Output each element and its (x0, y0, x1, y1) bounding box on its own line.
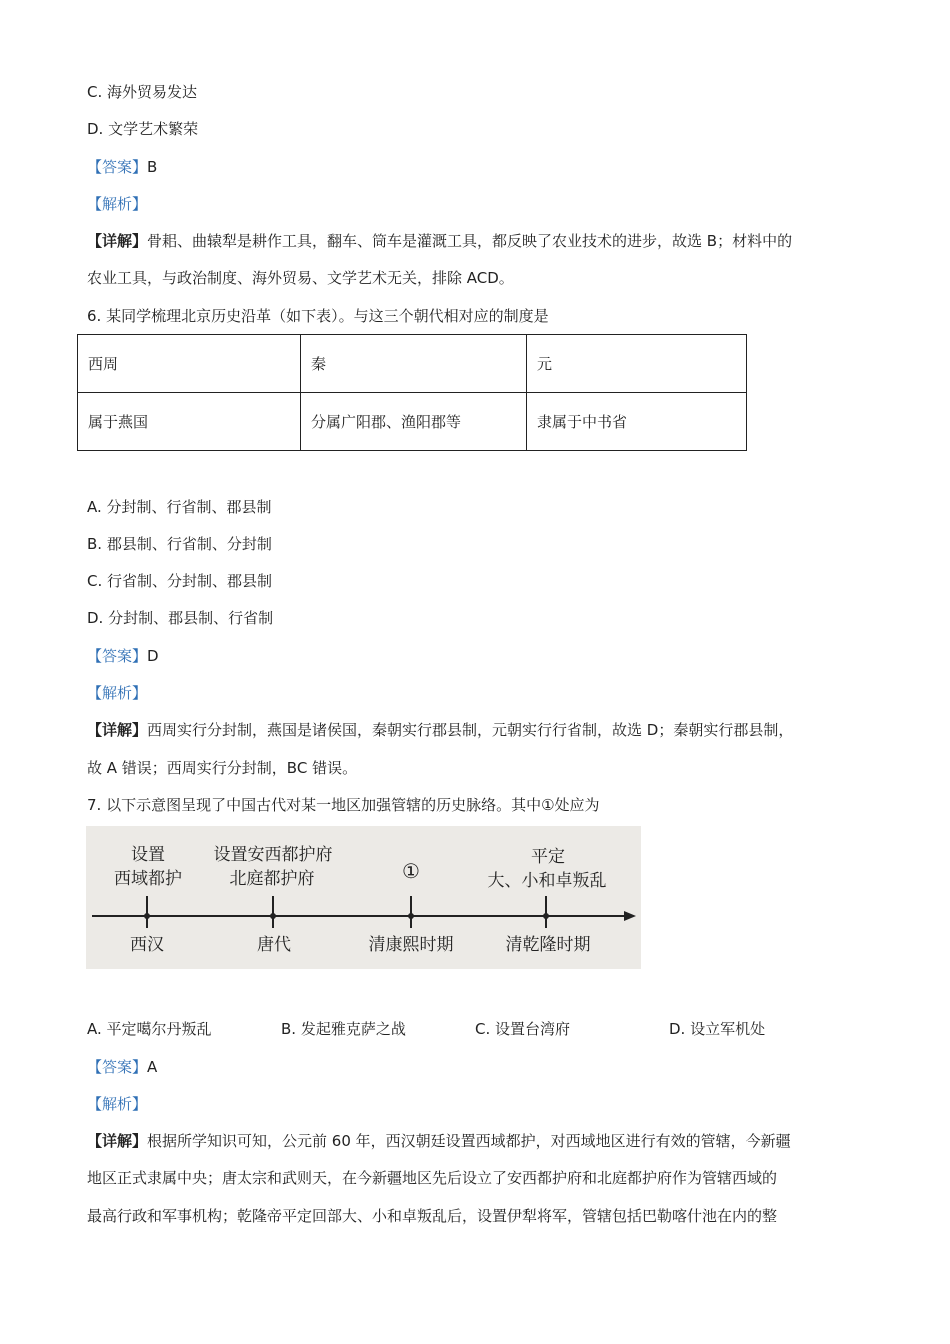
q6-detail-line1 (87, 720, 793, 740)
table-header-cell: 元 (527, 335, 747, 393)
q6-analysis-tag (87, 683, 147, 703)
detail-text: 根据所学知识可知，公元前 60 年，西汉朝廷设置西域都护，对西域地区进行有效的管辖，今新疆 (147, 1132, 791, 1150)
answer-tag: 【答案】 (87, 647, 148, 665)
q7-option-a: A. 平定噶尔丹叛乱 (87, 1020, 212, 1038)
table-cell: 属于燕国 (78, 393, 301, 451)
answer-value: B (147, 158, 158, 176)
q7-option-c: C. 设置台湾府 (475, 1020, 571, 1038)
q5-detail-line2: 农业工具，与政治制度、海外贸易、文学艺术无关，排除 ACD。 (87, 269, 514, 287)
table-cell: 隶属于中书省 (527, 393, 747, 451)
event1-top1: 设置 (131, 845, 165, 865)
q7-option-b: B. 发起雅克萨之战 (281, 1020, 406, 1038)
table-header-cell: 西周 (78, 335, 301, 393)
answer-tag: 【答案】 (87, 1058, 148, 1076)
history-table (77, 334, 747, 451)
q6-answer (87, 646, 159, 666)
timeline-diagram (86, 826, 641, 969)
q7-question: 7. 以下示意图呈现了中国古代对某一地区加强管辖的历史脉络。其中①处应为 (87, 796, 600, 814)
q7-answer (87, 1057, 157, 1077)
q7-detail-line1 (87, 1131, 791, 1151)
q7-analysis-tag (87, 1094, 147, 1114)
detail-text: 骨耜、曲辕犁是耕作工具，翻车、筒车是灌溉工具，都反映了农业技术的进步，故选 B；材料中的 (147, 232, 793, 250)
table-header-cell: 秦 (301, 335, 527, 393)
q5-option-c: C. 海外贸易发达 (87, 83, 198, 101)
q6-question: 6. 某同学梳理北京历史沿革（如下表）。与这三个朝代相对应的制度是 (87, 307, 549, 325)
timeline-dot (144, 913, 150, 919)
q5-detail-line1 (87, 231, 792, 251)
q5-option-d: D. 文学艺术繁荣 (87, 120, 199, 138)
event4-top2: 大、小和卓叛乱 (487, 871, 607, 891)
event2-top2: 北庭都护府 (229, 869, 315, 889)
q6-option-a: A. 分封制、行省制、郡县制 (87, 498, 272, 516)
q6-detail-line2: 故 A 错误；西周实行分封制，BC 错误。 (87, 759, 358, 777)
event1-bottom: 西汉 (130, 935, 164, 955)
q6-option-b: B. 郡县制、行省制、分封制 (87, 535, 272, 553)
q6-option-d: D. 分封制、郡县制、行省制 (87, 609, 274, 627)
analysis-tag: 【解析】 (87, 684, 148, 702)
timeline-dot (270, 913, 276, 919)
event4-top1: 平定 (531, 847, 565, 867)
event2-top1: 设置安西都护府 (213, 845, 333, 865)
answer-tag: 【答案】 (87, 158, 148, 176)
event4-bottom: 清乾隆时期 (505, 935, 591, 955)
detail-text: 西周实行分封制，燕国是诸侯国，秦朝实行郡县制，元朝实行行省制，故选 D；秦朝实行郡县制， (147, 721, 794, 739)
q7-detail-line2: 地区正式隶属中央；唐太宗和武则天，在今新疆地区先后设立了安西都护府和北庭都护府作为管辖西域的 (87, 1169, 778, 1187)
event3-bottom: 清康熙时期 (368, 935, 454, 955)
analysis-tag: 【解析】 (87, 195, 148, 213)
event2-bottom-label: 唐代 (257, 935, 291, 955)
event3-marker: ① (402, 859, 420, 883)
answer-value: D (147, 647, 159, 665)
table-row (78, 393, 747, 451)
event1-top2: 西域都护 (114, 869, 182, 889)
q7-detail-line3: 最高行政和军事机构；乾隆帝平定回部大、小和卓叛乱后，设置伊犁将军，管辖包括巴勒喀什池在内的整 (87, 1207, 778, 1225)
analysis-tag: 【解析】 (87, 1095, 148, 1113)
answer-value: A (147, 1058, 158, 1076)
detail-tag: 【详解】 (87, 1132, 148, 1150)
detail-tag: 【详解】 (87, 721, 148, 739)
timeline-arrow (624, 911, 636, 921)
detail-tag: 【详解】 (87, 232, 148, 250)
table-row (78, 335, 747, 393)
table-cell: 分属广阳郡、渔阳郡等 (301, 393, 527, 451)
timeline-dot (543, 913, 549, 919)
q5-answer (87, 157, 157, 177)
timeline-dot (408, 913, 414, 919)
q7-option-d: D. 设立军机处 (669, 1020, 766, 1038)
q5-analysis-tag (87, 194, 147, 214)
q6-option-c: C. 行省制、分封制、郡县制 (87, 572, 273, 590)
